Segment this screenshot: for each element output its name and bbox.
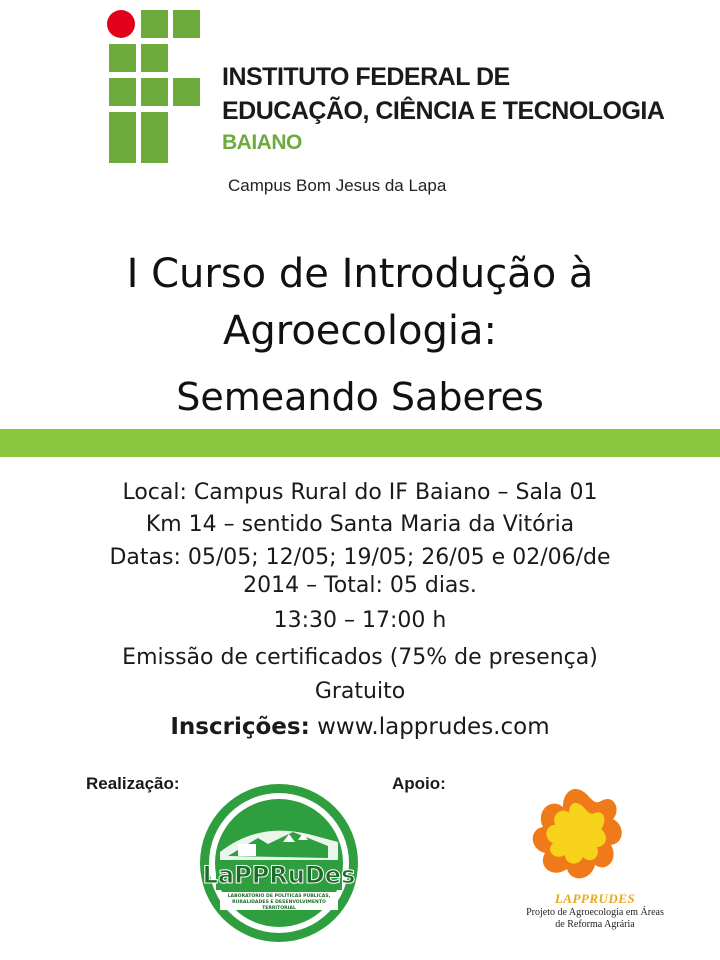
apoio-subtitle-line-1: Projeto de Agroecologia em Áreas xyxy=(526,907,664,918)
course-subtitle: Semeando Saberes xyxy=(176,375,544,419)
info-horario: 13:30 – 17:00 h xyxy=(273,608,447,633)
institution-line-1: INSTITUTO FEDERAL DE xyxy=(222,63,510,91)
apoio-subtitle xyxy=(495,907,695,931)
institution-line-2: EDUCAÇÃO, CIÊNCIA E TECNOLOGIA xyxy=(222,97,665,125)
campus-name: Campus Bom Jesus da Lapa xyxy=(228,176,447,195)
green-divider-bar xyxy=(0,429,720,457)
if-logo-icon xyxy=(107,8,202,163)
inscricoes-link[interactable]: www.lapprudes.com xyxy=(317,714,550,740)
info-km: Km 14 – sentido Santa Maria da Vitória xyxy=(145,512,575,537)
info-local: Local: Campus Rural do IF Baiano – Sala 01 xyxy=(122,480,598,505)
lapprudes-seal-logo xyxy=(198,782,360,944)
realizacao-label: Realização: xyxy=(86,774,180,793)
course-title-line-1: I Curso de Introdução à xyxy=(126,251,594,297)
info-certificados: Emissão de certificados (75% de presença) xyxy=(122,645,598,670)
institution-line-3: BAIANO xyxy=(222,131,302,154)
inscricoes-label: Inscrições: xyxy=(170,714,310,740)
lapprudes-logo-text: LaPPRuDes xyxy=(202,861,356,889)
info-gratuito: Gratuito xyxy=(314,679,406,704)
apoio-name: LAPPRUDES xyxy=(554,891,636,906)
info-datas-line-1: Datas: 05/05; 12/05; 19/05; 26/05 e 02/06/de xyxy=(109,545,611,570)
lapprudes-ring-text: LABORATÓRIO DE POLÍTICAS PÚBLICAS, RURALIDADES E DESENVOLVIMENTO TERRITORIAL xyxy=(227,894,331,910)
apoio-label: Apoio: xyxy=(392,774,446,793)
course-title-line-2: Agroecologia: xyxy=(223,308,497,354)
apoio-subtitle-line-2: de Reforma Agrária xyxy=(555,919,635,930)
info-datas-line-2: 2014 – Total: 05 dias. xyxy=(243,573,477,598)
info-inscricoes xyxy=(40,712,680,742)
info-datas xyxy=(40,544,680,600)
institution-name xyxy=(222,60,664,158)
